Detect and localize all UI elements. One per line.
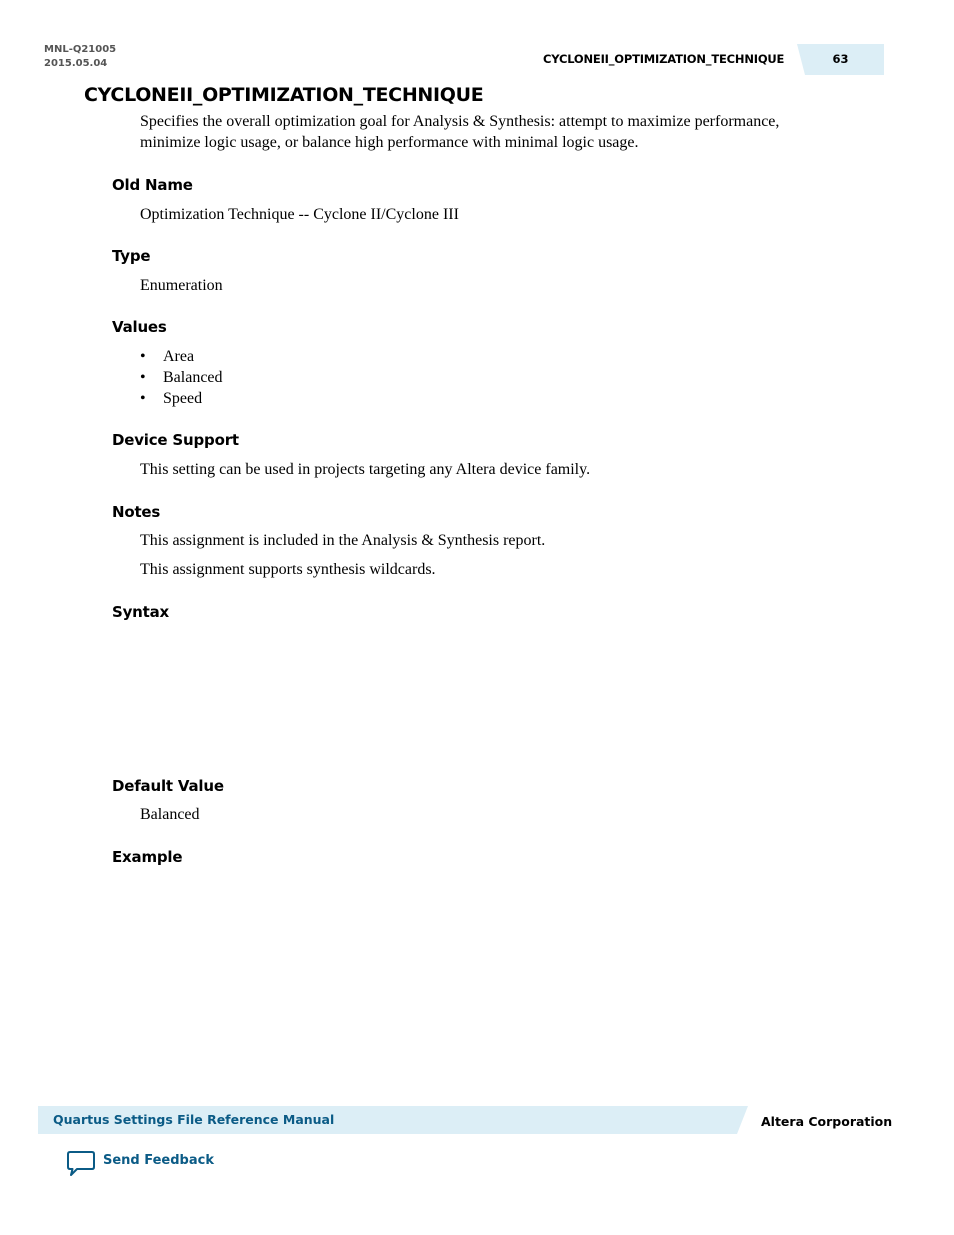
heading-old-name: Old Name <box>112 176 193 194</box>
page-title: CYCLONEII_OPTIMIZATION_TECHNIQUE <box>84 84 484 106</box>
values-list <box>140 346 223 409</box>
list-item <box>140 388 223 409</box>
footer-manual-title: Quartus Settings File Reference Manual <box>53 1112 335 1127</box>
page-number-tab <box>797 44 884 75</box>
document-id <box>44 43 116 71</box>
heading-device-support: Device Support <box>112 431 239 449</box>
bullet-icon: • <box>140 348 146 365</box>
footer-company: Altera Corporation <box>761 1114 893 1129</box>
type-value: Enumeration <box>140 277 223 294</box>
notes-line-1: This assignment is included in the Analysis & Synthesis report. <box>140 532 546 549</box>
value-speed: Speed <box>163 390 203 407</box>
bullet-icon: • <box>140 390 146 407</box>
device-support-text: This setting can be used in projects targeting any Altera device family. <box>140 461 591 478</box>
heading-values: Values <box>112 318 167 336</box>
doc-date: 2015.05.04 <box>44 58 108 69</box>
doc-number: MNL-Q21005 <box>44 44 117 55</box>
heading-example: Example <box>112 848 183 866</box>
heading-notes: Notes <box>112 503 161 521</box>
heading-syntax: Syntax <box>112 603 170 621</box>
list-item <box>140 367 223 388</box>
list-item <box>140 346 223 367</box>
old-name-value: Optimization Technique -- Cyclone II/Cyclone III <box>140 206 459 223</box>
send-feedback-link[interactable]: Send Feedback <box>103 1153 214 1168</box>
bullet-icon: • <box>140 369 146 386</box>
notes-line-2: This assignment supports synthesis wildcards. <box>140 561 436 578</box>
speech-bubble-icon[interactable] <box>66 1150 96 1178</box>
page-number: 63 <box>832 52 849 66</box>
value-balanced: Balanced <box>163 369 223 386</box>
heading-default-value: Default Value <box>112 777 224 795</box>
default-value: Balanced <box>140 806 200 823</box>
value-area: Area <box>163 348 195 365</box>
heading-type: Type <box>112 247 151 265</box>
description: Specifies the overall optimization goal for Analysis & Synthesis: attempt to maximize performance, minimize logic usage, or balance high performance with minimal logic usage. <box>140 113 780 151</box>
running-header-title: CYCLONEII_OPTIMIZATION_TECHNIQUE <box>543 52 785 66</box>
